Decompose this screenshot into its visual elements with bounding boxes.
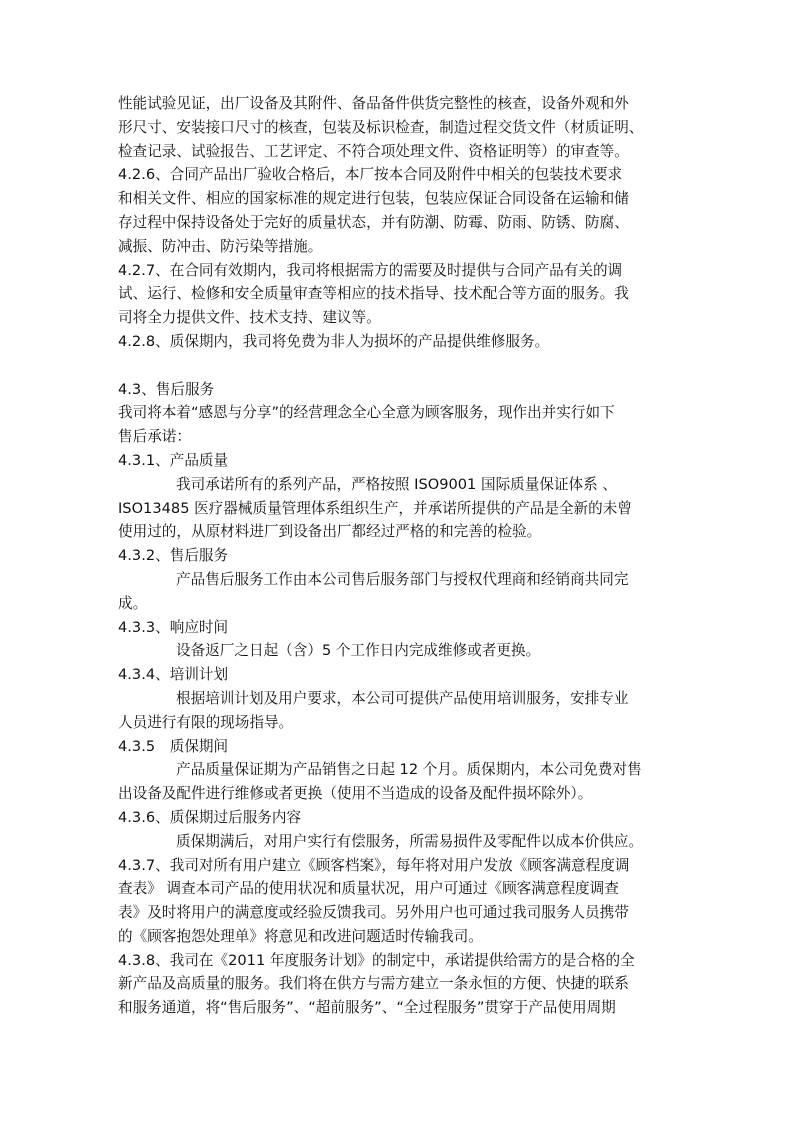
indented-text-line: 我司承诺所有的系列产品，严格按照 ISO9001 国际质量保证体系 、 bbox=[176, 475, 617, 493]
text-line: 减振、防冲击、防污染等措施。 bbox=[118, 237, 323, 255]
text-line: 人员进行有限的现场指导。 bbox=[118, 713, 294, 731]
text-line: 出设备及配件进行维修或者更换（使用不当造成的设备及配件损坏除外）。 bbox=[118, 785, 593, 803]
text-line: 4.2.7、在合同有效期内，我司将根据需方的需要及时提供与合同产品有关的调 bbox=[118, 261, 623, 279]
document-page bbox=[118, 92, 678, 1020]
paragraph-spacer bbox=[118, 354, 678, 378]
text-line: 和相关文件、相应的国家标准的规定进行包装，包装应保证合同设备在运输和储 bbox=[118, 190, 629, 208]
text-line: 4.3.5 质保期间 bbox=[118, 737, 229, 755]
text-line: 查表》 调查本司产品的使用状况和质量状况，用户可通过《顾客满意程度调查 bbox=[118, 880, 619, 898]
text-line: 4.3.2、售后服务 bbox=[118, 547, 229, 565]
section-4-3-after-sales bbox=[118, 378, 678, 1021]
text-line: 表》及时将用户的满意度或经验反馈我司。另外用户也可通过我司服务人员携带 bbox=[118, 904, 629, 922]
text-line: 的《顾客抱怨处理单》将意见和改进问题适时传输我司。 bbox=[118, 927, 483, 945]
indented-text-line: 产品售后服务工作由本公司售后服务部门与授权代理商和经销商共同完 bbox=[176, 570, 629, 588]
text-line: 使用过的，从原材料进厂到设备出厂都经过严格的和完善的检验。 bbox=[118, 523, 542, 541]
indented-text-line: 质保期满后，对用户实行有偿服务，所需易损件及零配件以成本价供应。 bbox=[176, 832, 644, 850]
indented-text-line: 产品质量保证期为产品销售之日起 12 个月。质保期内，本公司免费对售 bbox=[176, 761, 642, 779]
indented-text-line: 根据培训计划及用户要求，本公司可提供产品使用培训服务，安排专业 bbox=[176, 689, 629, 707]
text-line: 4.3.4、培训计划 bbox=[118, 666, 229, 684]
text-line: 存过程中保持设备处于完好的质量状态，并有防潮、防霉、防雨、防锈、防腐、 bbox=[118, 213, 629, 231]
text-line: 4.3.8、我司在《2011 年度服务计划》的制定中，承诺提供给需方的是合格的全 bbox=[118, 951, 635, 969]
text-line: 司将全力提供文件、技术支持、建议等。 bbox=[118, 309, 381, 327]
text-line: 4.2.6、合同产品出厂验收合格后，本厂按本合同及附件中相关的包装技术要求 bbox=[118, 166, 623, 184]
text-line: 4.3.3、响应时间 bbox=[118, 618, 229, 636]
text-line: 形尺寸、安装接口尺寸的核查，包装及标识检查，制造过程交货文件（材质证明、 bbox=[118, 118, 644, 136]
text-line: 售后承诺： bbox=[118, 428, 191, 446]
text-line: 我司将本着“感恩与分享”的经营理念全心全意为顾客服务，现作出并实行如下 bbox=[118, 404, 615, 422]
indented-text-line: 设备返厂之日起（含）5 个工作日内完成维修或者更换。 bbox=[176, 642, 541, 660]
text-line: 成。 bbox=[118, 594, 148, 612]
text-line: 4.2.8、质保期内，我司将免费为非人为损坏的产品提供维修服务。 bbox=[118, 332, 550, 350]
text-line: 4.3.7、我司对所有用户建立《顾客档案》，每年将对用户发放《顾客满意程度调 bbox=[118, 856, 630, 874]
text-line: 4.3、售后服务 bbox=[118, 380, 215, 398]
text-line: 性能试验见证，出厂设备及其附件、备品备件供货完整性的核查，设备外观和外 bbox=[118, 95, 629, 112]
text-line: 检查记录、试验报告、工艺评定、不符合项处理文件、资格证明等）的审查等。 bbox=[118, 142, 629, 160]
text-line: 新产品及高质量的服务。我们将在供方与需方建立一条永恒的方便、快捷的联系 bbox=[118, 975, 629, 993]
text-line: 4.3.1、产品质量 bbox=[118, 451, 229, 469]
text-line: 试、运行、检修和安全质量审查等相应的技术指导、技术配合等方面的服务。我 bbox=[118, 285, 629, 303]
section-4-2-continued bbox=[118, 92, 678, 354]
text-line: 和服务通道，将“售后服务”、“超前服务”、“全过程服务”贯穿于产品使用周期 bbox=[118, 999, 616, 1017]
text-line: 4.3.6、质保期过后服务内容 bbox=[118, 808, 302, 826]
text-line: ISO13485 医疗器械质量管理体系组织生产，并承诺所提供的产品是全新的未曾 bbox=[118, 499, 632, 517]
